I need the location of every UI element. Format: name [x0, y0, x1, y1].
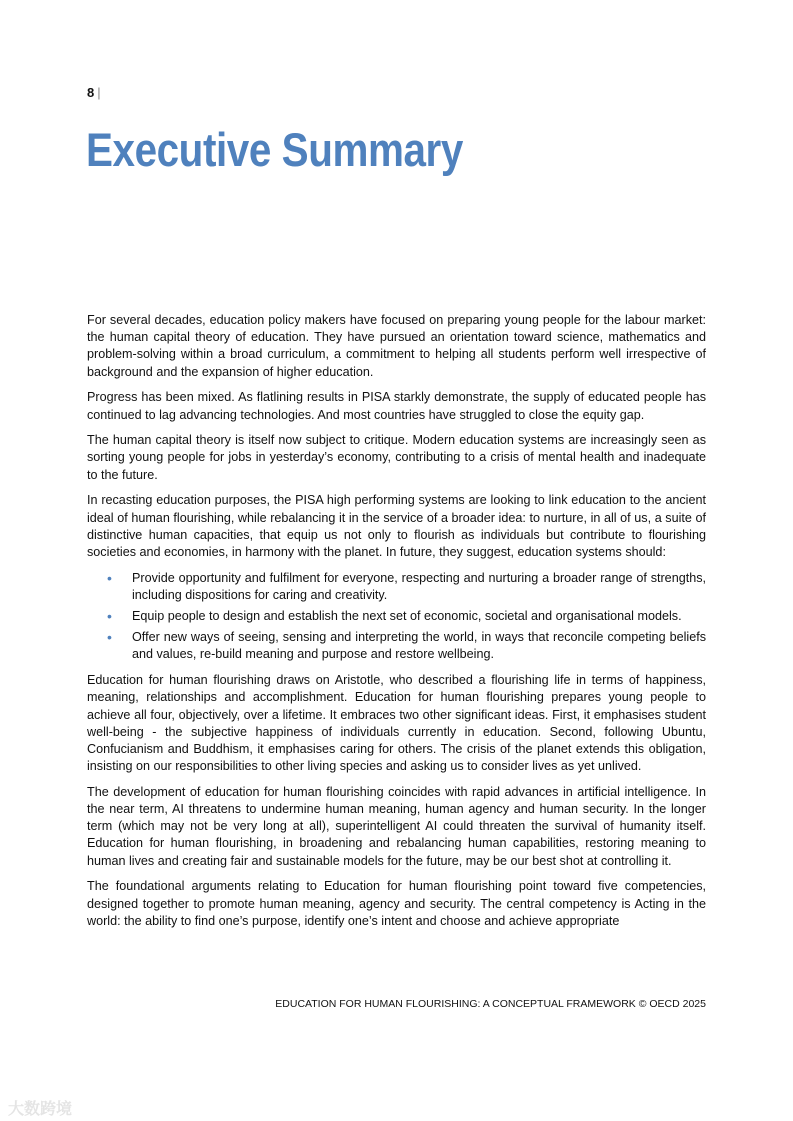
paragraph: The foundational arguments relating to Education for human flourishing point toward five competencies, designed together to promote human meaning, agency and security. The central competency is Acting in the world: the ability to find one’s purpose, identify one’s intent and choose and achieve appropriate [87, 879, 706, 928]
paragraph: The human capital theory is itself now subject to critique. Modern education systems are increasingly seen as sorting young people for jobs in yesterday’s economy, contributing to a crisis of mental health and inadequate to the future. [87, 433, 706, 482]
list-item [87, 570, 706, 604]
watermark-logo: 大数跨境 [8, 1101, 73, 1118]
body-text [87, 312, 706, 939]
paragraph: Education for human flourishing draws on Aristotle, who described a flourishing life in terms of happiness, meaning, relationships and accomplishment. Education for human flourishing prepares young people to achieve all four, objectively, over a lifetime. It embraces two other significant ideas. First, it emphasises student well-being - the subjective happiness of individuals currently in education. Second, following Ubuntu, Confucianism and Buddhism, it emphasises caring for others. The crisis of the planet extends this obligation, insisting on our responsibilities to other living species and asking us to consider lives as yet unlived. [87, 673, 706, 774]
paragraph: Progress has been mixed. As flatlining results in PISA starkly demonstrate, the supply of educated people has continued to lag advancing technologies. And most countries have struggled to close the equity gap. [87, 390, 706, 422]
list-item [87, 629, 706, 663]
bullet-icon: • [107, 569, 112, 586]
page-number-value: 8 [87, 85, 95, 100]
list-item-text: Provide opportunity and fulfilment for everyone, respecting and nurturing a broader range of strengths, including dispositions for caring and creativity. [132, 570, 706, 602]
page-footer: EDUCATION FOR HUMAN FLOURISHING: A CONCEPTUAL FRAMEWORK © OECD 2025 [275, 998, 706, 1010]
paragraph: The development of education for human flourishing coincides with rapid advances in artificial intelligence. In the near term, AI threatens to undermine human meaning, human agency and human security. In the longer term (which may not be very long at all), superintelligent AI could threaten the survival of humanity itself. Education for human flourishing, in broadening and rebalancing human capabilities, restoring meaning to human lives and creating fair and sustainable models for the future, may be our best shot at controlling it. [87, 784, 706, 868]
page-number [87, 85, 101, 100]
list-item-text: Equip people to design and establish the next set of economic, societal and organisational models. [132, 609, 682, 624]
paragraph: For several decades, education policy makers have focused on preparing young people for the labour market: the human capital theory of education. They have pursued an orientation toward science, mathematics and problem-solving within a broad curriculum, a commitment to helping all students perform well irrespective of background and the expansion of higher education. [87, 313, 706, 379]
paragraph: In recasting education purposes, the PISA high performing systems are looking to link education to the ancient ideal of human flourishing, while rebalancing it in the service of a broader idea: to nurture, in all of us, a suite of distinctive human capacities, that equip us not only to flourish as individuals but contribute to flourishing societies and economies, in harmony with the planet. In future, they suggest, education systems should: [87, 493, 706, 559]
bullet-list [87, 570, 706, 664]
list-item-text: Offer new ways of seeing, sensing and interpreting the world, in ways that reconcile competing beliefs and values, re-build meaning and purpose and restore wellbeing. [132, 630, 706, 662]
bullet-icon: • [107, 608, 112, 625]
page-title: Executive Summary [86, 123, 463, 176]
list-item [87, 608, 706, 625]
page-number-separator: | [97, 85, 101, 100]
bullet-icon: • [107, 629, 112, 646]
